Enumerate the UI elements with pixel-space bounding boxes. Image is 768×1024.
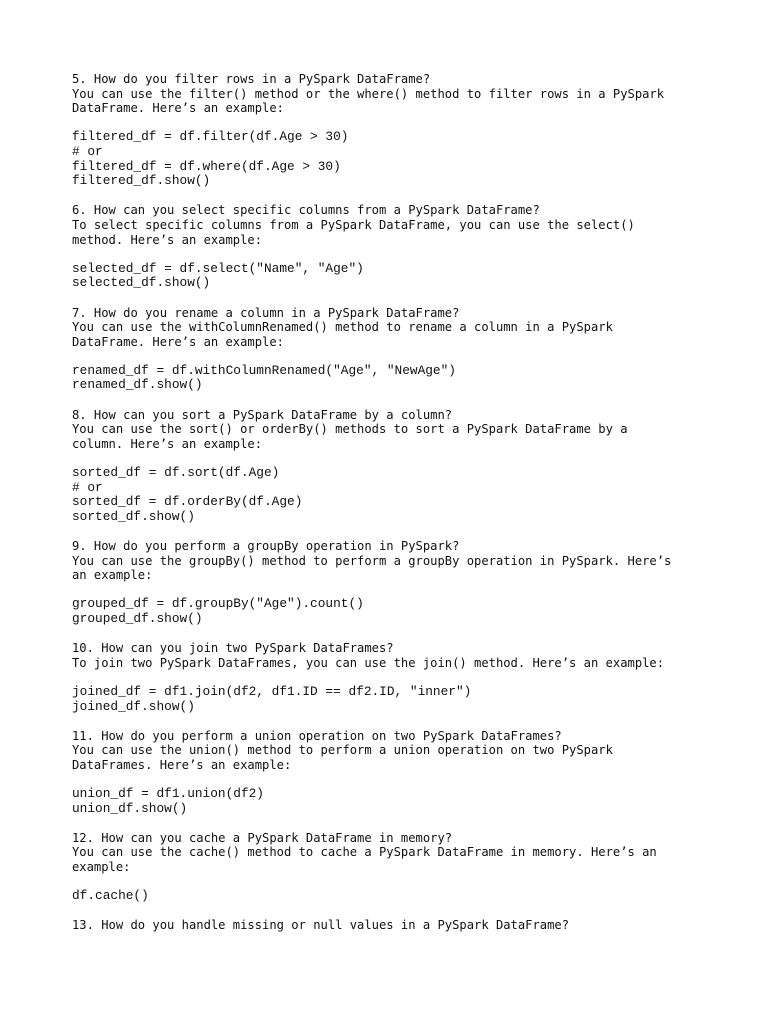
question-heading: 11. How do you perform a union operation on two PySpark DataFrames? bbox=[72, 728, 562, 743]
qa-section-5 bbox=[72, 72, 712, 189]
qa-section-9 bbox=[72, 539, 712, 627]
code-line: joined_df.show() bbox=[72, 698, 195, 714]
code-line: sorted_df = df.orderBy(df.Age) bbox=[72, 494, 303, 510]
code-block bbox=[72, 889, 712, 904]
answer-line: example: bbox=[72, 860, 131, 875]
code-block bbox=[72, 685, 712, 714]
answer-line: To join two PySpark DataFrames, you can use the join() method. Here’s an example: bbox=[72, 655, 665, 670]
code-line: grouped_df = df.groupBy("Age").count() bbox=[72, 596, 364, 612]
code-block bbox=[72, 466, 712, 524]
qa-section-8 bbox=[72, 408, 712, 525]
question-heading: 9. How do you perform a groupBy operation in PySpark? bbox=[72, 539, 460, 553]
document-page bbox=[72, 72, 712, 948]
answer-line: To select specific columns from a PySpark DataFrame, you can use the select() bbox=[72, 217, 635, 232]
code-line: filtered_df = df.where(df.Age > 30) bbox=[72, 158, 341, 174]
question-heading: 6. How can you select specific columns from a PySpark DataFrame? bbox=[72, 203, 540, 218]
answer-line: method. Here’s an example: bbox=[72, 232, 263, 247]
question-heading: 7. How do you rename a column in a PySpark DataFrame? bbox=[72, 305, 460, 320]
code-line: union_df = df1.union(df2) bbox=[72, 786, 264, 802]
code-block bbox=[72, 262, 712, 291]
code-line: renamed_df.show() bbox=[72, 377, 203, 393]
code-line: renamed_df = df.withColumnRenamed("Age", "NewAge") bbox=[72, 362, 456, 378]
code-line: filtered_df = df.filter(df.Age > 30) bbox=[72, 129, 349, 145]
code-line: selected_df = df.select("Name", "Age") bbox=[72, 260, 364, 276]
qa-section-7 bbox=[72, 306, 712, 394]
qa-section-6 bbox=[72, 203, 712, 291]
code-line: sorted_df.show() bbox=[72, 508, 195, 524]
answer-line: You can use the cache() method to cache a PySpark DataFrame in memory. Here’s an bbox=[72, 845, 657, 860]
code-line: selected_df.show() bbox=[72, 275, 211, 291]
answer-line: DataFrame. Here’s an example: bbox=[72, 334, 284, 349]
code-line: sorted_df = df.sort(df.Age) bbox=[72, 465, 280, 481]
answer-line: You can use the union() method to perform a union operation on two PySpark bbox=[72, 743, 613, 758]
qa-section-10 bbox=[72, 641, 712, 714]
qa-section-11 bbox=[72, 729, 712, 817]
code-line: union_df.show() bbox=[72, 800, 188, 816]
code-line: df.cache() bbox=[72, 888, 149, 904]
answer-line: DataFrame. Here’s an example: bbox=[72, 101, 284, 116]
question-heading: 10. How can you join two PySpark DataFrames? bbox=[72, 641, 394, 656]
code-block bbox=[72, 787, 712, 816]
answer-line: column. Here’s an example: bbox=[72, 436, 263, 451]
answer-line: You can use the withColumnRenamed() method to rename a column in a PySpark bbox=[72, 320, 613, 335]
code-block bbox=[72, 364, 712, 393]
qa-section-13 bbox=[72, 918, 712, 933]
code-line: joined_df = df1.join(df2, df1.ID == df2.ID, "inner") bbox=[72, 683, 472, 699]
answer-line: DataFrames. Here’s an example: bbox=[72, 757, 292, 772]
qa-section-12 bbox=[72, 831, 712, 904]
code-block bbox=[72, 597, 712, 626]
answer-line: an example: bbox=[72, 568, 153, 583]
code-line: filtered_df.show() bbox=[72, 173, 211, 189]
question-heading: 13. How do you handle missing or null values in a PySpark DataFrame? bbox=[72, 918, 570, 933]
code-line: # or bbox=[72, 143, 103, 159]
code-line: grouped_df.show() bbox=[72, 610, 203, 626]
answer-line: You can use the filter() method or the where() method to filter rows in a PySpark bbox=[72, 86, 665, 101]
code-line: # or bbox=[72, 479, 103, 495]
question-heading: 12. How can you cache a PySpark DataFrame in memory? bbox=[72, 830, 453, 845]
code-block bbox=[72, 130, 712, 188]
answer-line: You can use the groupBy() method to perform a groupBy operation in PySpark. Here’s bbox=[72, 553, 672, 568]
answer-line: You can use the sort() or orderBy() methods to sort a PySpark DataFrame by a bbox=[72, 422, 628, 437]
question-heading: 5. How do you filter rows in a PySpark DataFrame? bbox=[72, 72, 431, 86]
question-heading: 8. How can you sort a PySpark DataFrame by a column? bbox=[72, 407, 453, 422]
